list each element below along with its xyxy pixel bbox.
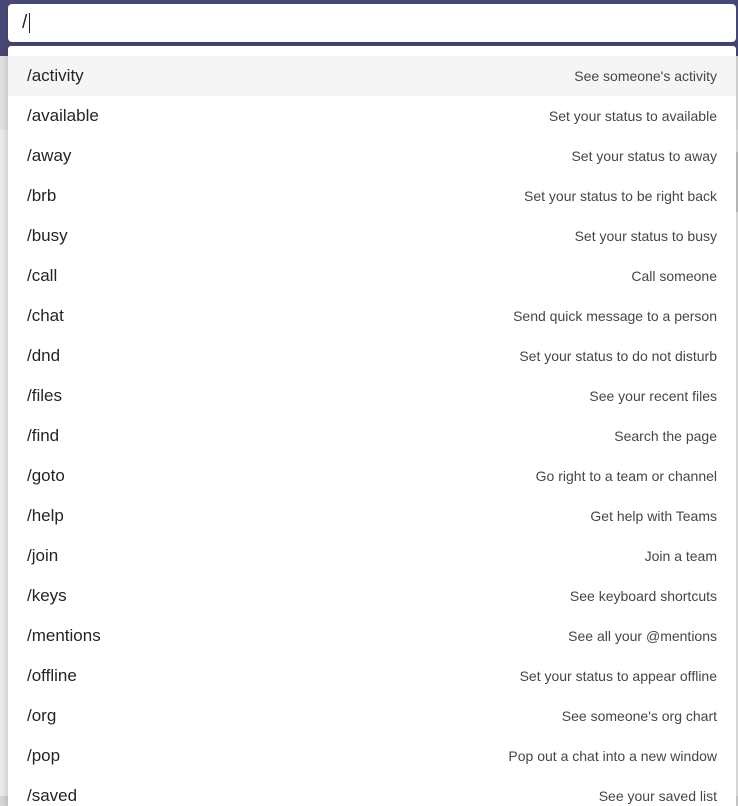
command-name: /join <box>27 546 59 565</box>
command-name: /busy <box>27 226 68 245</box>
command-description: See your saved list <box>598 788 717 804</box>
command-name: /available <box>27 106 99 125</box>
command-description: Set your status to be right back <box>524 188 717 204</box>
text-caret <box>29 13 30 33</box>
command-name: /dnd <box>27 346 61 365</box>
command-description: Go right to a team or channel <box>535 468 717 484</box>
command-description: Pop out a chat into a new window <box>508 748 717 764</box>
command-item-available[interactable] <box>8 96 736 136</box>
command-name: /away <box>27 146 72 165</box>
command-item-activity[interactable] <box>8 56 736 96</box>
command-name: /goto <box>27 466 65 485</box>
command-description: Set your status to busy <box>574 228 717 244</box>
command-description: Set your status to away <box>571 148 717 164</box>
command-name: /help <box>27 506 64 525</box>
command-description: Set your status to appear offline <box>519 668 717 684</box>
command-item-keys[interactable] <box>8 576 736 616</box>
command-description: Join a team <box>644 548 717 564</box>
command-item-brb[interactable] <box>8 176 736 216</box>
command-item-files[interactable] <box>8 376 736 416</box>
command-name: /org <box>27 706 57 725</box>
command-item-away[interactable] <box>8 136 736 176</box>
command-item-dnd[interactable] <box>8 336 736 376</box>
command-list <box>8 56 736 806</box>
command-description: See all your @mentions <box>568 628 717 644</box>
command-item-mentions[interactable] <box>8 616 736 656</box>
command-description: See someone's activity <box>574 68 717 84</box>
command-description: See your recent files <box>589 388 717 404</box>
command-item-pop[interactable] <box>8 736 736 776</box>
command-name: /mentions <box>27 626 101 645</box>
command-description: Send quick message to a person <box>513 308 717 324</box>
command-name: /saved <box>27 786 78 805</box>
command-name: /keys <box>27 586 67 605</box>
command-item-offline[interactable] <box>8 656 736 696</box>
command-name: /find <box>27 426 60 445</box>
command-name: /brb <box>27 186 57 205</box>
command-item-join[interactable] <box>8 536 736 576</box>
command-item-org[interactable] <box>8 696 736 736</box>
command-item-chat[interactable] <box>8 296 736 336</box>
command-name: /offline <box>27 666 77 685</box>
command-search-input[interactable] <box>8 4 736 42</box>
command-item-goto[interactable] <box>8 456 736 496</box>
command-item-saved[interactable] <box>8 776 736 806</box>
command-description: See someone's org chart <box>561 708 717 724</box>
command-item-find[interactable] <box>8 416 736 456</box>
command-name: /files <box>27 386 62 405</box>
command-description: Set your status to do not disturb <box>519 348 717 364</box>
command-name: /activity <box>27 66 84 85</box>
command-item-busy[interactable] <box>8 216 736 256</box>
command-description: Get help with Teams <box>590 508 717 524</box>
command-description: Set your status to available <box>548 108 717 124</box>
command-description: See keyboard shortcuts <box>569 588 717 604</box>
command-suggestions-dropdown <box>8 46 736 806</box>
command-item-call[interactable] <box>8 256 736 296</box>
command-description: Call someone <box>631 268 717 284</box>
search-input-value: / <box>22 12 28 33</box>
command-description: Search the page <box>614 428 717 444</box>
command-name: /call <box>27 266 58 285</box>
command-item-help[interactable] <box>8 496 736 536</box>
command-name: /chat <box>27 306 64 325</box>
command-name: /pop <box>27 746 61 765</box>
